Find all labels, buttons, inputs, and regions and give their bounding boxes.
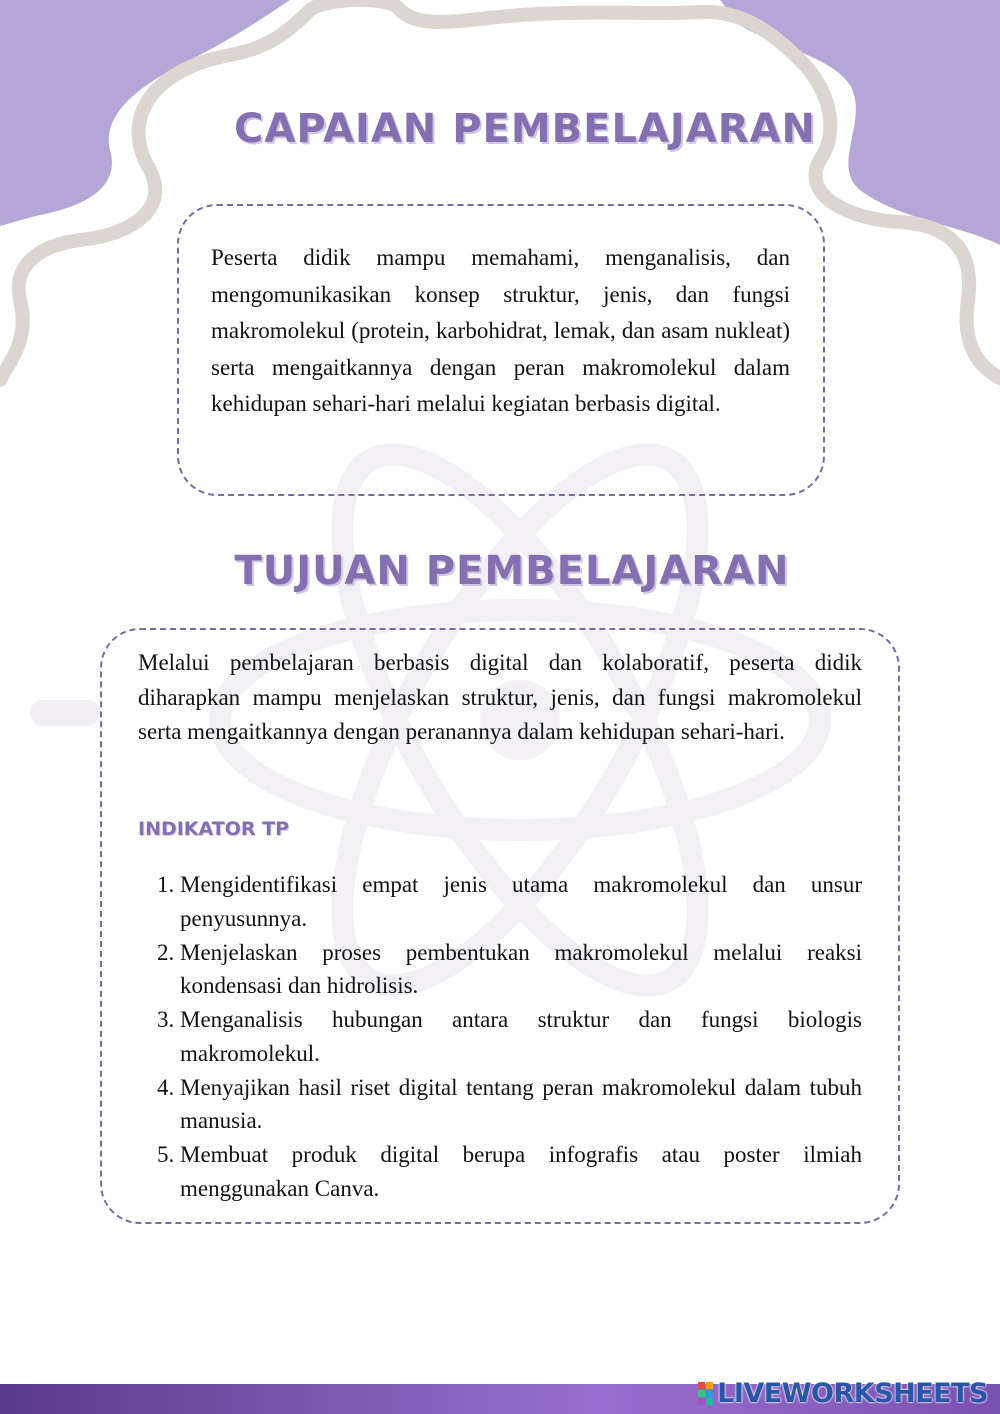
list-item-text: Menjelaskan proses pembentukan makromolekul melalui reaksi kondensasi dan hidrolisis.: [180, 939, 862, 998]
tujuan-title: TUJUAN PEMBELAJARAN: [234, 548, 790, 594]
list-item-text: Menyajikan hasil riset digital tentang peran makromolekul dalam tubuh manusia.: [180, 1074, 862, 1133]
list-item-number: 2.: [157, 939, 175, 965]
brand-name: LIVEWORKSHEETS: [717, 1377, 988, 1409]
list-item-number: 5.: [157, 1142, 175, 1167]
indicator-list: [138, 868, 862, 1206]
list-item-text: Menganalisis hubungan antara struktur dan fungsi biologis makromolekul.: [180, 1007, 862, 1066]
list-item-number: 3.: [157, 1007, 175, 1032]
liveworksheets-logo[interactable]: [698, 1373, 988, 1413]
list-item-text: Membuat produk digital berupa infografis atau poster ilmiah menggunakan Canva.: [180, 1142, 862, 1201]
capaian-title: CAPAIAN PEMBELAJARAN: [234, 106, 816, 152]
list-item-text: Mengidentifikasi empat jenis utama makromolekul dan unsur penyusunnya.: [180, 872, 862, 931]
list-item: [138, 936, 862, 1003]
list-item: [138, 1071, 862, 1138]
tujuan-text: Melalui pembelajaran berbasis digital dan kolaboratif, peserta didik diharapkan mampu menjelaskan struktur, jenis, dan fungsi makromolekul serta mengaitkannya dengan peranannya dalam kehidupan sehari-hari.: [138, 650, 862, 744]
list-item: [138, 868, 862, 935]
capaian-text: Peserta didik mampu memahami, menganalisis, dan mengomunikasikan konsep struktur, jenis, dan fungsi makromolekul (protein, karbohidrat, lemak, dan asam nukleat) serta mengaitkannya dengan peran makromolekul dalam kehidupan sehari-hari melalui kegiatan berbasis digital.: [211, 245, 790, 416]
list-item-number: 4.: [157, 1074, 175, 1100]
list-item: [138, 1138, 862, 1205]
logo-blocks-icon: [698, 1382, 713, 1405]
list-item-number: 1.: [157, 872, 175, 897]
indikator-title: INDIKATOR TP: [138, 818, 290, 840]
list-item: [138, 1003, 862, 1070]
